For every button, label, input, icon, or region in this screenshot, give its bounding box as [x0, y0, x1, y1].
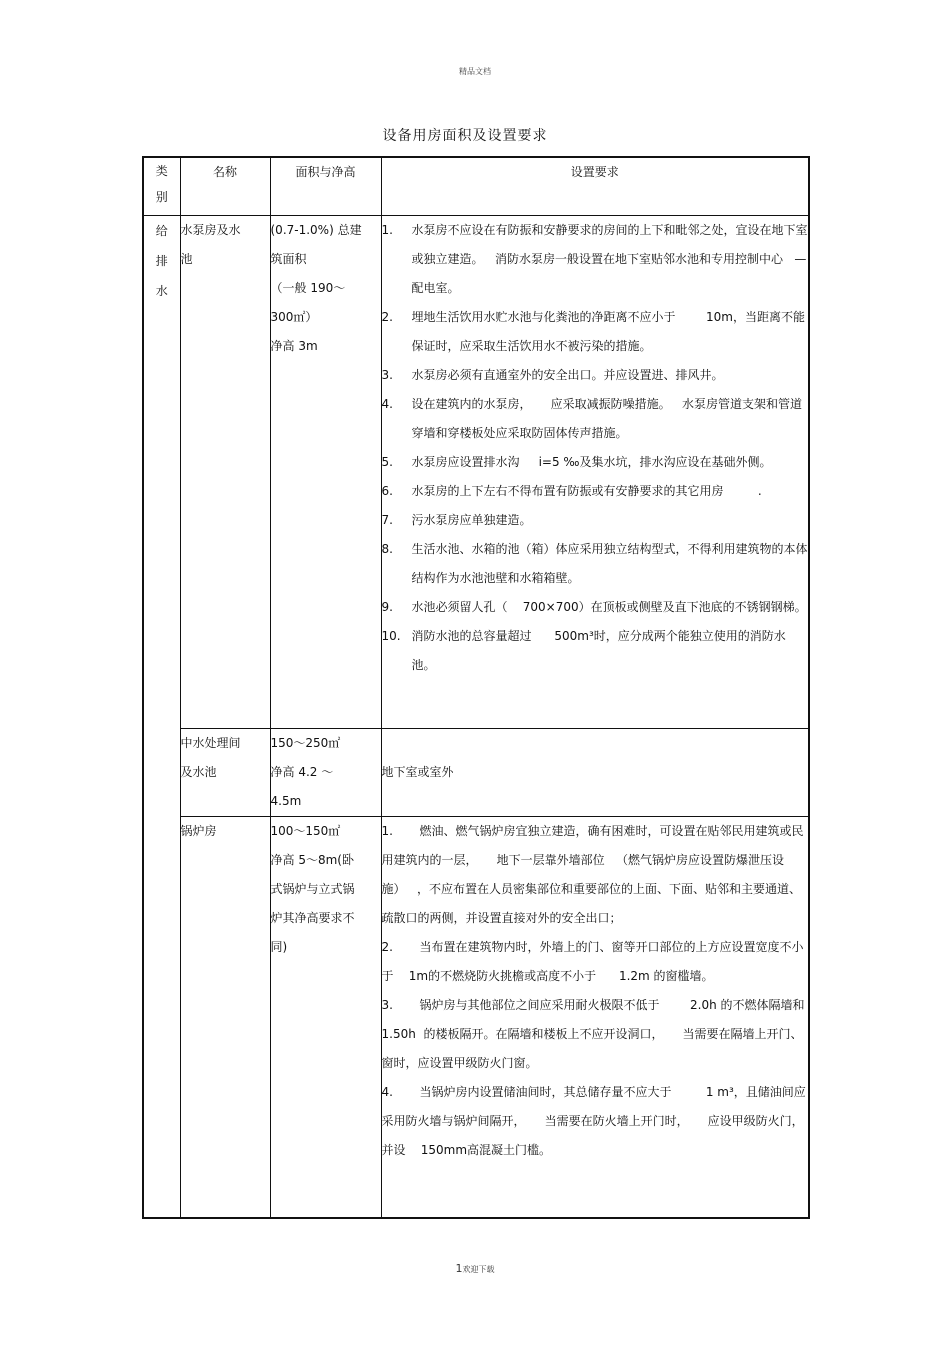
list-item	[381, 817, 817, 933]
row-requirements	[381, 216, 809, 729]
item-text: 水泵房应设置排水沟 i=5 ‰及集水坑，排水沟应设在基础外侧。	[411, 455, 772, 469]
header-row	[143, 157, 809, 216]
item-number: 2.	[381, 940, 393, 954]
table-row	[143, 216, 809, 729]
list-item	[382, 390, 809, 448]
item-text: 消防水池的总容量超过 500m³时，应分成两个能独立使用的消防水池。	[411, 629, 786, 672]
list-item	[382, 622, 809, 680]
item-number: 5.	[381, 455, 393, 469]
row-area: 100～150㎡ 净高 5～8m(卧式锅炉与立式锅炉其净高要求不同)	[270, 817, 381, 1219]
list-item	[382, 535, 809, 593]
requirements-table	[142, 156, 817, 1219]
item-number: 7.	[381, 513, 393, 527]
item-number: 10.	[381, 629, 401, 643]
table-row	[143, 817, 809, 1219]
footer-text: 欢迎下载	[462, 1265, 495, 1274]
item-number: 1.	[381, 223, 393, 237]
item-text: 水池必须留人孔（ 700×700）在顶板或侧壁及直下池底的不锈钢钢梯。	[411, 600, 807, 614]
item-number: 3.	[381, 998, 393, 1012]
requirements-list	[382, 216, 809, 680]
item-text: 水泵房不应设在有防振和安静要求的房间的上下和毗邻之处，宜设在地下室或独立建造。 消防水泵房一般设置在地下室贴邻水池和专用控制中心 —配电室。	[411, 223, 808, 295]
row-area: 150～250㎡ 净高 4.2 ～4.5m	[270, 729, 381, 817]
header-requirements: 设置要求	[381, 157, 809, 216]
header-category: 类 别	[143, 157, 180, 216]
page-title: 设备用房面积及设置要求	[382, 128, 548, 144]
list-item	[382, 506, 809, 535]
list-item	[382, 933, 809, 991]
requirements-text: 地下室或室外	[381, 765, 454, 779]
footer	[0, 1262, 950, 1275]
item-text: 锅炉房与其他部位之间应采用耐火极限不低于 2.0h 的不燃体隔墙和 1.50h 的楼板隔开。在隔墙和楼板上不应开设洞口， 当需要在隔墙上开门、窗时，应设置甲级防火门窗。	[381, 998, 813, 1070]
row-name: 中水处理间及水池	[180, 729, 270, 817]
list-item	[382, 593, 809, 622]
requirements-list	[381, 817, 817, 1165]
row-area: (0.7-1.0%) 总建筑面积 （一般 190～300㎡） 净高 3m	[270, 216, 381, 729]
item-text: 埋地生活饮用水贮水池与化粪池的净距离不应小于 10m，当距离不能保证时，应采取生活饮用水不被污染的措施。	[411, 310, 805, 353]
item-text: 燃油、燃气锅炉房宜独立建造，确有困难时，可设置在贴邻民用建筑或民用建筑内的一层， 地下一层靠外墙部位 （燃气锅炉房应设置防爆泄压设施） ，不应布置在人员密集部位和重要部位的上面、下面、贴邻和主要通道、 疏散口的两侧，并设置直接对外的安全出口；	[381, 824, 817, 925]
item-text: 设在建筑内的水泵房， 应采取减振防噪措施。 水泵房管道支架和管道穿墙和穿楼板处应采取防固体传声措施。	[411, 397, 803, 440]
page-number: 1	[455, 1262, 463, 1275]
item-text: 水泵房的上下左右不得布置有防振或有安静要求的其它用房 .	[411, 484, 762, 498]
header-name: 名称	[180, 157, 270, 216]
item-number: 9.	[381, 600, 393, 614]
item-number: 4.	[381, 1085, 393, 1099]
item-number: 1.	[381, 824, 393, 838]
list-item	[382, 361, 809, 390]
list-item	[382, 477, 809, 506]
header-area: 面积与净高	[270, 157, 381, 216]
item-text: 污水泵房应单独建造。	[411, 513, 532, 527]
item-text: 当布置在建筑物内时，外墙上的门、窗等开口部位的上方应设置宽度不小于 1m的不燃烧防火挑檐或高度不小于 1.2m 的窗槛墙。	[381, 940, 804, 983]
list-item	[382, 303, 809, 361]
table-row	[143, 729, 809, 817]
item-number: 8.	[381, 542, 393, 556]
list-item	[382, 216, 809, 303]
item-text: 水泵房必须有直通室外的安全出口。并应设置进、排风井。	[411, 368, 724, 382]
item-number: 4.	[381, 397, 393, 411]
list-item	[382, 1078, 809, 1165]
item-text: 当锅炉房内设置储油间时，其总储存量不应大于 1 m³，且储油间应采用防火墙与锅炉间隔开， 当需要在防火墙上开门时， 应设甲级防火门，并设 150mm高混凝土门槛。	[381, 1085, 806, 1157]
item-number: 6.	[381, 484, 393, 498]
header-note: 精品文档	[459, 67, 491, 76]
item-number: 2.	[381, 310, 393, 324]
row-requirements	[381, 729, 809, 817]
row-requirements	[381, 817, 817, 1219]
category-cell: 给 排 水	[143, 216, 180, 1219]
item-text: 生活水池、水箱的池（箱）体应采用独立结构型式，不得利用建筑物的本体结构作为水池池壁和水箱箱壁。	[411, 542, 808, 585]
list-item	[381, 991, 813, 1078]
item-number: 3.	[381, 368, 393, 382]
list-item	[382, 448, 809, 477]
row-name: 水泵房及水池	[180, 216, 270, 729]
row-name: 锅炉房	[180, 817, 270, 1219]
